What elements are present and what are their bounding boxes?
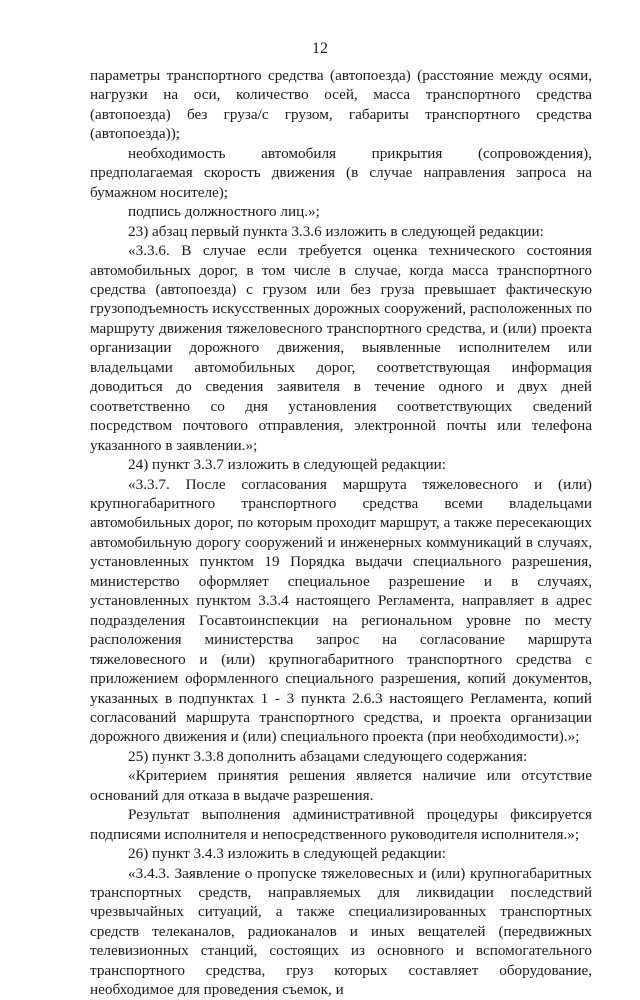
paragraph: подпись должностного лиц.»; [128, 203, 320, 221]
paragraph: 25) пункт 3.3.8 дополнить абзацами следующего содержания: [128, 747, 528, 765]
page-number: 12 [312, 40, 328, 57]
document-body [90, 66, 592, 1000]
paragraph: 23) абзац первый пункта 3.3.6 изложить в следующей редакции: [128, 222, 544, 240]
paragraph: 26) пункт 3.4.3 изложить в следующей редакции: [128, 845, 447, 863]
paragraph: «3.4.3. Заявление о пропуске тяжеловесных и (или) крупногабаритных транспортных средств, направляемых для ликвидации последствий чрезвычайных ситуаций, а также специализированных транспортных средств телеканалов, радиоканалов и иных вещателей (передвижных телевизионных станций, состоящих из основного и вспомогательного транспортного средства, груз которых составляет оборудование, необходимое для проведения съемок, и [90, 864, 592, 999]
paragraph: 24) пункт 3.3.7 изложить в следующей редакции: [128, 456, 447, 474]
paragraph: необходимость автомобиля прикрытия (сопровождения), предполагаемая скорость движения (в случае направления запроса на бумажном носителе); [90, 144, 592, 201]
paragraph: «3.3.7. После согласования маршрута тяжеловесного и (или) крупногабаритного транспортного средства всеми владельцами автомобильных дорог, по которым проходит маршрут, а также пересекающих автомобильную дорогу сооружений и инженерных коммуникаций в случаях, установленных пунктом 19 Порядка выдачи специального разрешения, министерство оформляет специальное разрешение и в случаях, установленных пунктом 3.3.4 настоящего Регламента, направляет в адрес подразделения Госавтоинспекции на региональном уровне по месту расположения министерства запрос на согласование маршрута тяжеловесного и (или) крупногабаритного транспортного средства с приложением оформленного специального разрешения, копий документов, указанных в подпунктах 1 - 3 пункта 2.6.3 настоящего Регламента, копий согласований маршрута транспортного средства, и проекта организации дорожного движения и (или) специального проекта (при необходимости).»; [90, 475, 592, 746]
paragraph: параметры транспортного средства (автопоезда) (расстояние между осями, нагрузки на оси, количество осей, масса транспортного средства (автопоезда) без груза/с грузом, габариты транспортного средства (автопоезда)); [90, 67, 592, 143]
paragraph: «3.3.6. В случае если требуется оценка технического состояния автомобильных дорог, в том числе в случае, когда масса транспортного средства (автопоезда) с грузом или без груза превышает фактическую грузоподъемность искусственных дорожных сооружений, расположенных по маршруту движения тяжеловесного транспортного средства, и (или) проекта организации дорожного движения, выявленные исполнителем или владельцами автомобильных дорог, соответствующая информация доводиться до сведения заявителя в течение одного и двух дней соответственно со дня установления соответствующих сведений посредством почтового отправления, электронной почты или телефона указанного в заявлении.»; [90, 242, 592, 454]
paragraph: «Критерием принятия решения является наличие или отсутствие оснований для отказа в выдаче разрешения. [90, 767, 592, 804]
paragraph: Результат выполнения административной процедуры фиксируется подписями исполнителя и непосредственного руководителя исполнителя.»; [90, 806, 592, 843]
